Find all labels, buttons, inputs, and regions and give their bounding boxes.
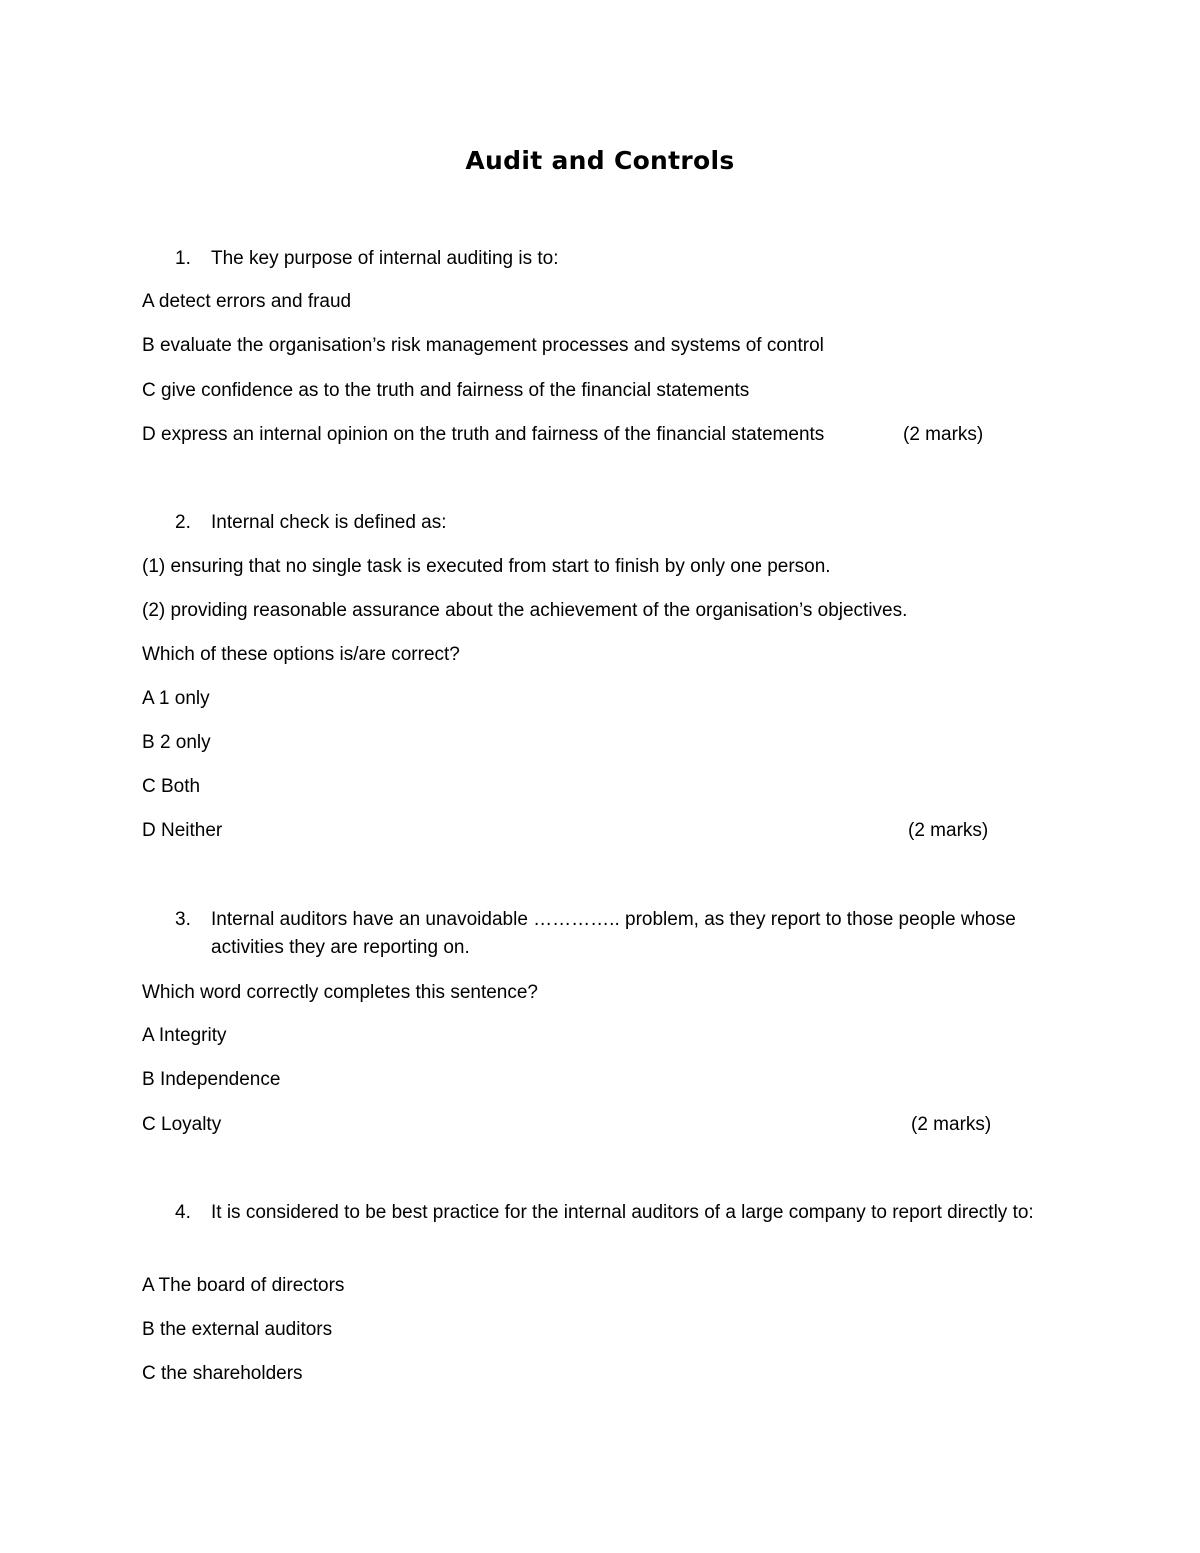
question-4-option-c: C the shareholders <box>142 1363 303 1384</box>
question-2-option-b: B 2 only <box>142 732 211 753</box>
question-2-number: 2. <box>175 512 191 533</box>
question-1-option-b: B evaluate the organisation’s risk management processes and systems of control <box>142 335 824 356</box>
question-1-text: The key purpose of internal auditing is to: <box>211 248 559 269</box>
question-4-option-a: A The board of directors <box>142 1275 345 1296</box>
question-3-option-b: B Independence <box>142 1069 281 1090</box>
question-3-text: Internal auditors have an unavoidable ………….. problem, as they report to those people whose activities they are reporting on. <box>211 909 1016 958</box>
question-4-option-b: B the external auditors <box>142 1319 333 1340</box>
question-4-text: It is considered to be best practice for the internal auditors of a large company to report directly to: <box>211 1202 1034 1223</box>
question-1-option-c: C give confidence as to the truth and fairness of the financial statements <box>142 380 750 401</box>
page-title: Audit and Controls <box>465 146 735 175</box>
question-2-statement-2: (2) providing reasonable assurance about the achievement of the organisation’s objectives. <box>142 600 908 621</box>
question-2-option-c: C Both <box>142 776 201 797</box>
question-2-option-a: A 1 only <box>142 688 210 709</box>
question-1-option-d: D express an internal opinion on the truth and fairness of the financial statements <box>142 424 825 445</box>
question-2-option-d: D Neither <box>142 820 223 841</box>
question-2-text: Internal check is defined as: <box>211 512 447 533</box>
question-3-number: 3. <box>175 909 191 930</box>
question-2-marks: (2 marks) <box>908 820 989 841</box>
question-3-prompt: Which word correctly completes this sentence? <box>142 982 538 1003</box>
question-2-prompt: Which of these options is/are correct? <box>142 644 460 665</box>
question-1-number: 1. <box>175 248 191 269</box>
question-4-number: 4. <box>175 1202 191 1223</box>
question-3-option-a: A Integrity <box>142 1025 227 1046</box>
question-2-statement-1: (1) ensuring that no single task is executed from start to finish by only one person. <box>142 556 831 577</box>
question-3-option-c: C Loyalty <box>142 1114 222 1135</box>
question-1-option-a: A detect errors and fraud <box>142 291 352 312</box>
question-1-marks: (2 marks) <box>903 424 984 445</box>
question-3-marks: (2 marks) <box>911 1114 992 1135</box>
